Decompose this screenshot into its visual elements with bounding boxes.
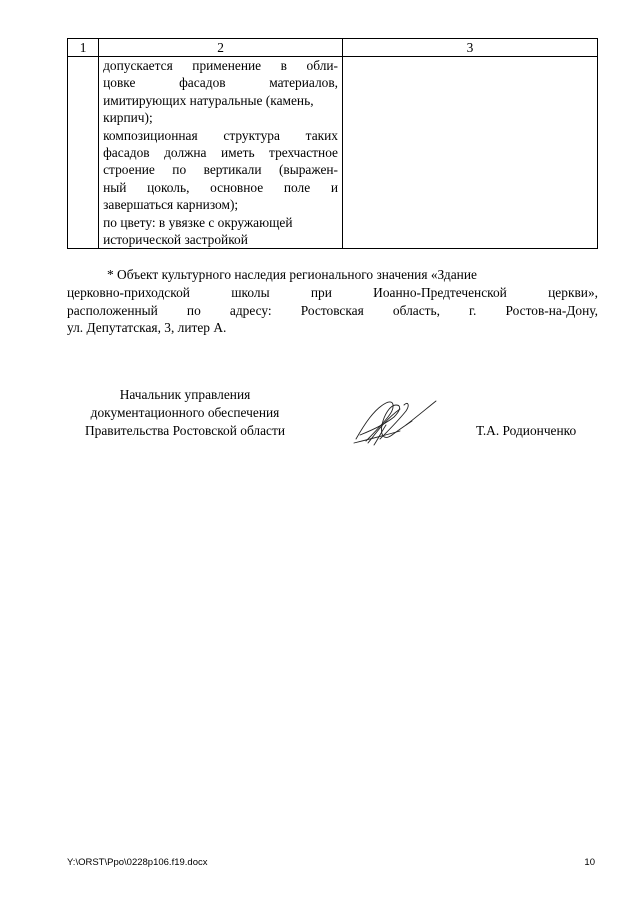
footnote-line: церковно-приходской школы при Иоанно-Предтеченской церкви», bbox=[67, 284, 598, 300]
cell-line: исторической застройкой bbox=[103, 232, 248, 248]
table-header-row bbox=[68, 39, 598, 57]
header-col-3: 3 bbox=[343, 39, 598, 57]
handwritten-signature bbox=[350, 395, 442, 451]
table-row bbox=[68, 57, 598, 249]
position-line: Начальник управления bbox=[119, 387, 251, 402]
footnote bbox=[67, 266, 598, 337]
page-number: 10 bbox=[584, 857, 595, 868]
cell-line: завершаться карнизом); bbox=[103, 197, 239, 213]
position-line: документационного обеспечения bbox=[90, 405, 280, 420]
header-col-1: 1 bbox=[68, 39, 99, 57]
header-col-2: 2 bbox=[99, 39, 343, 57]
cell-line: цовке фасадов материалов, bbox=[103, 75, 339, 91]
footnote-line: ул. Депутатская, 3, литер А. bbox=[67, 320, 227, 336]
cell-line: допускается применение в обли- bbox=[103, 58, 339, 73]
footnote-line: расположенный по адресу: Ростовская область, г. Ростов-на-Дону, bbox=[67, 302, 598, 318]
cell-line: имитирующих натуральные (камень, bbox=[103, 92, 314, 108]
row-cell-col-3 bbox=[343, 57, 598, 249]
cell-line: фасадов должна иметь трехчастное bbox=[103, 145, 339, 161]
row-cell-col-2 bbox=[99, 57, 343, 249]
cell-line: композиционная структура таких bbox=[103, 127, 339, 143]
footnote-line bbox=[67, 266, 598, 284]
signatory-position bbox=[60, 386, 310, 440]
file-path: Y:\ORST\Ppo\0228p106.f19.docx bbox=[67, 857, 208, 868]
cell-line: ный цоколь, основное поле и bbox=[103, 179, 339, 195]
footnote-text: * Объект культурного наследия регионального значения «Здание bbox=[107, 267, 477, 282]
requirements-table bbox=[67, 38, 598, 249]
signer-name: Т.А. Родионченко bbox=[476, 423, 577, 438]
position-line: Правительства Ростовской области bbox=[84, 423, 286, 438]
cell-line: кирпич); bbox=[103, 110, 153, 126]
cell-line: по цвету: в увязке с окружающей bbox=[103, 214, 293, 230]
row-cell-col-1 bbox=[68, 57, 99, 249]
cell-line: строение по вертикали (выражен- bbox=[103, 162, 339, 178]
